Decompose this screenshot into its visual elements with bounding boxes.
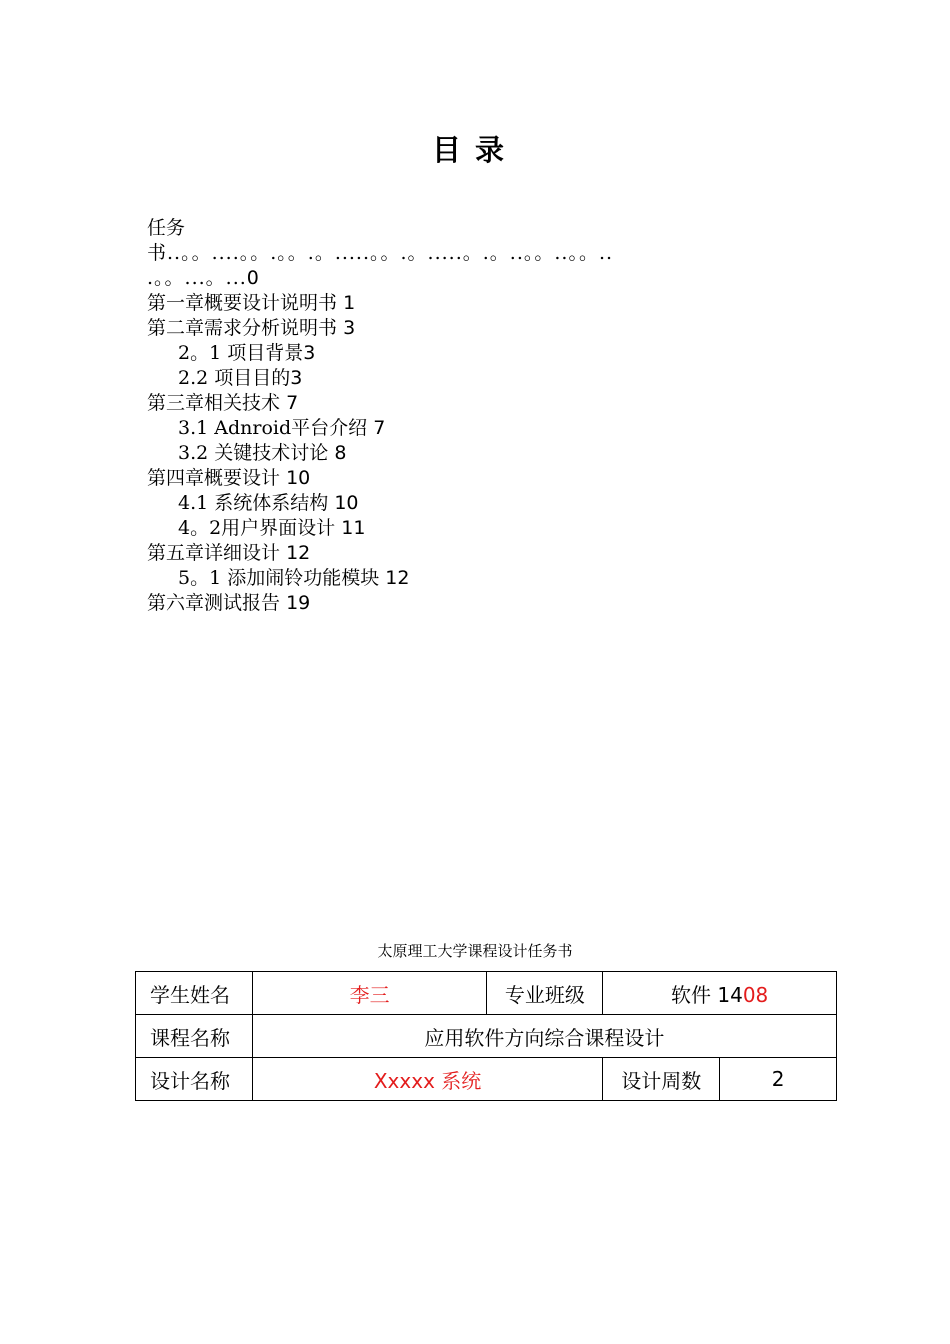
course-name-label: 课程名称 (136, 1015, 253, 1058)
toc-line-text: 4.1 系统体系结构 (178, 492, 329, 514)
design-weeks-label: 设计周数 (603, 1058, 720, 1101)
toc-line-text: 第六章测试报告 (147, 592, 281, 614)
toc-page-number: 12 (286, 542, 311, 564)
class-value-prefix: 软件 14 (671, 982, 743, 1007)
toc-line (147, 441, 827, 466)
toc-page-number: 10 (334, 492, 359, 514)
toc-line (147, 391, 827, 416)
toc-page-number: 3 (343, 317, 356, 339)
student-name-value: 李三 (252, 972, 487, 1015)
design-name-value: Xxxxx 系统 (252, 1058, 602, 1101)
toc-line-text: 2.2 项目目的 (178, 367, 291, 389)
toc-line (147, 491, 827, 516)
toc-page-number: 3 (290, 367, 303, 389)
toc-line (147, 241, 827, 266)
toc-page-number: 10 (286, 467, 311, 489)
toc-line-text: 第四章概要设计 (147, 467, 281, 489)
toc-line (147, 366, 827, 391)
toc-line-text: 第一章概要设计说明书 (147, 292, 338, 314)
toc-line-text: 4。2用户界面设计 (178, 517, 336, 539)
class-label: 专业班级 (487, 972, 603, 1015)
toc-page-number: 1 (343, 292, 356, 314)
toc-line (147, 591, 827, 616)
toc-line-text: 3.1 Adnroid平台介绍 (178, 417, 368, 439)
toc-line-text: 5。1 添加闹铃功能模块 (178, 567, 380, 589)
toc-title: 目录 (431, 133, 518, 167)
toc-line-text: 任务 (147, 217, 186, 239)
toc-page-number: 7 (373, 417, 386, 439)
toc-line (147, 466, 827, 491)
toc-line-text: 第二章需求分析说明书 (147, 317, 338, 339)
design-weeks-value: 2 (720, 1058, 837, 1101)
toc-page-number: 11 (341, 517, 366, 539)
table-row (136, 1015, 837, 1058)
toc-line-text: 2。1 项目背景 (178, 342, 304, 364)
toc-line-text: 第三章相关技术 (147, 392, 281, 414)
class-value (603, 972, 837, 1015)
toc-page-number: 0 (246, 267, 260, 289)
toc-line (147, 541, 827, 566)
toc-page-number: 8 (334, 442, 347, 464)
toc-line (147, 316, 827, 341)
toc-line (147, 291, 827, 316)
toc-line (147, 416, 827, 441)
toc-line-text: .。。...。... (147, 267, 247, 289)
toc-line (147, 566, 827, 591)
toc-page-number: 7 (286, 392, 299, 414)
table-row (136, 1058, 837, 1101)
toc-page-number: 3 (303, 342, 316, 364)
toc-line-text: 书..。。....。。.。。.。.....。。.。.....。.。..。。..。。.. (147, 242, 614, 264)
toc-line (147, 341, 827, 366)
table-row (136, 972, 837, 1015)
task-book-table (135, 971, 837, 1101)
table-of-contents (147, 216, 827, 616)
course-name-value: 应用软件方向综合课程设计 (252, 1015, 836, 1058)
task-book-caption: 太原理工大学课程设计任务书 (377, 942, 573, 960)
design-name-label: 设计名称 (136, 1058, 253, 1101)
toc-line (147, 516, 827, 541)
toc-page-number: 19 (286, 592, 311, 614)
student-name-label: 学生姓名 (136, 972, 253, 1015)
toc-line (147, 266, 827, 291)
toc-line-text: 第五章详细设计 (147, 542, 281, 564)
toc-page-number: 12 (385, 567, 410, 589)
class-value-suffix: 08 (742, 982, 769, 1007)
toc-line-text: 3.2 关键技术讨论 (178, 442, 329, 464)
toc-line (147, 216, 827, 241)
